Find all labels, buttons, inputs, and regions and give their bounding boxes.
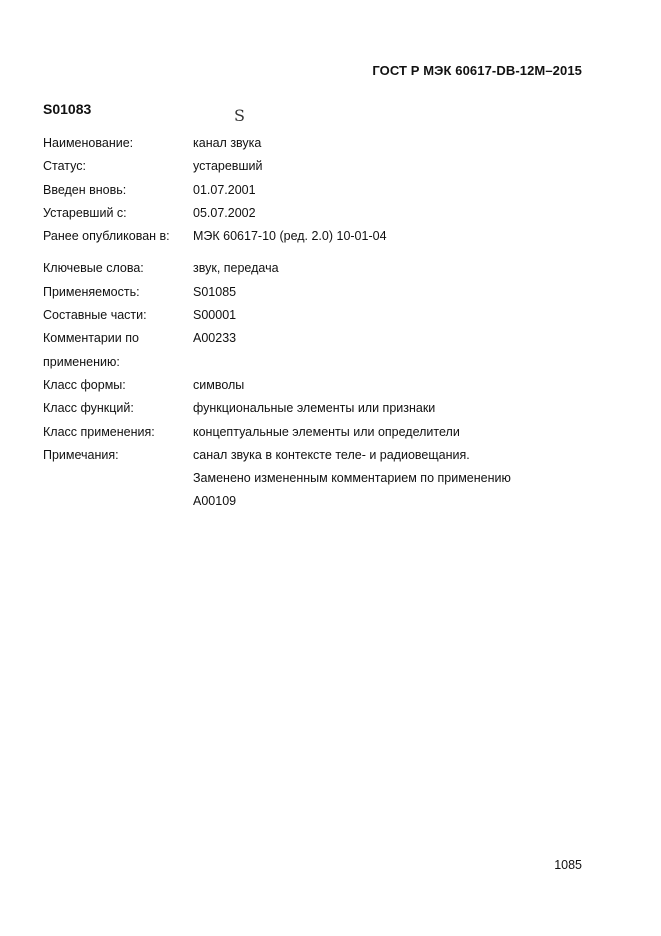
field-value: A00109 — [193, 494, 237, 509]
field-label: Комментарии по — [43, 331, 139, 346]
field-value: санал звука в контексте теле- и радиовещания. — [193, 447, 470, 462]
field-label — [43, 467, 193, 490]
page-number: 1085 — [554, 858, 582, 872]
field-row-application-notes — [43, 327, 603, 350]
section-gap — [43, 248, 603, 257]
field-row-form-class — [43, 374, 603, 397]
field-row-components — [43, 304, 603, 327]
symbol-graphic-icon — [234, 106, 245, 125]
field-label — [43, 490, 193, 513]
field-value: символы — [193, 377, 245, 392]
field-value: концептуальные элементы или определители — [193, 424, 460, 439]
field-row-keywords — [43, 257, 603, 280]
field-label: Введен вновь: — [43, 182, 127, 197]
field-row-notes-cont — [43, 467, 603, 490]
field-value: A00233 — [193, 331, 237, 346]
entry-id: S01083 — [43, 101, 92, 117]
field-label: Класс функций: — [43, 401, 134, 416]
field-label: Ключевые слова: — [43, 261, 144, 276]
field-value: S00001 — [193, 308, 237, 323]
field-row-name — [43, 132, 603, 155]
document-header-title: ГОСТ Р МЭК 60617-DB-12M–2015 — [372, 63, 582, 78]
field-label: Наименование: — [43, 136, 134, 150]
field-row-notes — [43, 444, 603, 467]
field-label: применению: — [43, 354, 120, 369]
field-row-application-class — [43, 421, 603, 444]
field-row-status — [43, 155, 603, 178]
symbol-glyph: S — [234, 106, 245, 125]
field-row-introduced — [43, 179, 603, 202]
field-label: Примечания: — [43, 447, 119, 462]
field-value: S01085 — [193, 284, 237, 299]
field-label: Статус: — [43, 159, 86, 174]
field-row-applicability — [43, 281, 603, 304]
field-value: звук, передача — [193, 261, 279, 276]
field-value: Заменено измененным комментарием по применению — [193, 471, 511, 486]
field-value — [193, 351, 603, 374]
field-row-obsolete-since — [43, 202, 603, 225]
field-row-application-notes-cont — [43, 351, 603, 374]
field-value: МЭК 60617-10 (ред. 2.0) 10-01-04 — [193, 229, 387, 244]
field-value: канал звука — [193, 136, 262, 150]
field-label: Устаревший с: — [43, 205, 127, 220]
field-label: Класс формы: — [43, 377, 126, 392]
field-value: 01.07.2001 — [193, 182, 256, 197]
entry-fields — [43, 132, 603, 514]
field-value: 05.07.2002 — [193, 205, 256, 220]
field-value: устаревший — [193, 159, 263, 174]
field-label: Ранее опубликован в: — [43, 229, 170, 244]
field-row-function-class — [43, 397, 603, 420]
field-row-previously-published — [43, 225, 603, 248]
field-label: Составные части: — [43, 308, 147, 323]
field-label: Применяемость: — [43, 284, 140, 299]
field-row-notes-cont — [43, 490, 603, 513]
field-value: функциональные элементы или признаки — [193, 401, 436, 416]
field-label: Класс применения: — [43, 424, 155, 439]
